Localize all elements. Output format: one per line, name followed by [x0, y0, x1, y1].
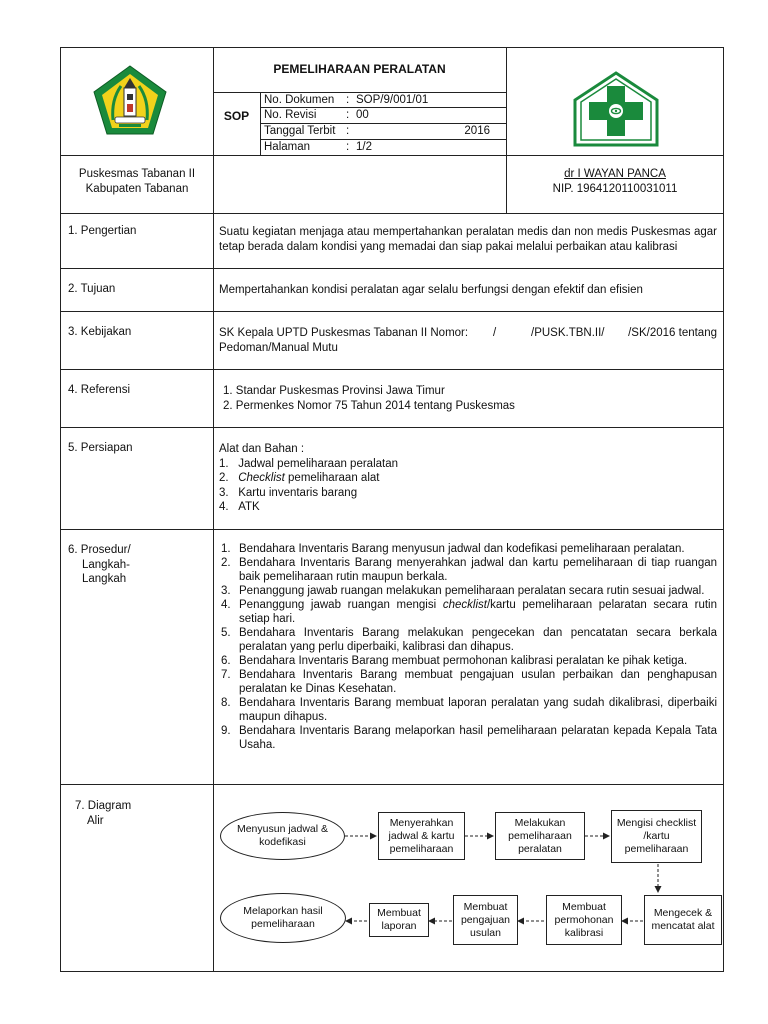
- meta-key: No. Revisi: [264, 109, 317, 121]
- row-divider: [61, 155, 724, 156]
- section-label-diagram: 7. Diagram Alir: [75, 800, 132, 827]
- row-divider: [61, 427, 724, 428]
- meta-row-tanggal-terbit: [260, 124, 506, 139]
- meta-value: SOP/9/001/01: [356, 94, 429, 106]
- flow-node: Membuat pengajuan usulan: [453, 895, 518, 945]
- prosedur-step: 2. Bendahara Inventaris Barang menyerahkan jadwal dan kartu pemeliharaan di tiap ruangan baik pemeliharaan rutin maupun berkala.: [221, 557, 717, 583]
- flow-diagram: [214, 785, 724, 972]
- flow-node: Membuat permohonan kalibrasi: [546, 895, 622, 945]
- signer-nip: NIP. 1964120110031011: [552, 183, 678, 195]
- row-divider: [61, 369, 724, 370]
- persiapan-item: 1. Jadwal pemeliharaan peralatan: [219, 457, 399, 470]
- kebijakan-part: /: [493, 327, 497, 339]
- flow-node: Membuat laporan: [369, 903, 429, 937]
- kebijakan-part: SK Kepala UPTD Puskesmas Tabanan II Nomor:: [219, 327, 469, 339]
- prosedur-step: 1. Bendahara Inventaris Barang menyusun jadwal dan kodefikasi pemeliharaan peralatan.: [221, 543, 685, 555]
- row-divider: [61, 268, 724, 269]
- flow-node: Melakukan pemeliharaan peralatan: [495, 812, 585, 860]
- prosedur-step: 7. Bendahara Inventaris Barang membuat pengajuan usulan perbaikan dan penghapusan peralatan ke Dinas Kesehatan.: [221, 669, 717, 695]
- meta-value: 00: [356, 109, 369, 121]
- persiapan-item: 3. Kartu inventaris barang: [219, 486, 358, 499]
- meta-row-no-revisi: [260, 108, 506, 123]
- section-label-prosedur: 6. Prosedur/ Langkah- Langkah: [68, 544, 131, 585]
- kebijakan-line1: [219, 326, 717, 341]
- referensi-item: 1. Standar Puskesmas Provinsi Jawa Timur: [223, 385, 445, 397]
- prosedur-step: 3. Penanggung jawab ruangan melakukan pemeliharaan peralatan secara rutin sesuai jadwal.: [221, 585, 705, 597]
- kabupaten-emblem-icon: [91, 64, 169, 136]
- tujuan-text: Mempertahankan kondisi peralatan agar selalu berfungsi dengan efektif dan efisien: [219, 284, 643, 296]
- meta-key: No. Dokumen: [264, 94, 335, 106]
- kebijakan-part: /SK/2016 tentang: [628, 327, 717, 339]
- organization-block: [61, 167, 213, 197]
- meta-sep: :: [346, 125, 350, 137]
- flow-node-start: Menyusun jadwal & kodefikasi: [220, 812, 345, 860]
- flow-node-end: Melaporkan hasil pemeliharaan: [220, 893, 346, 943]
- meta-sep: :: [346, 94, 350, 106]
- meta-sep: :: [346, 109, 350, 121]
- persiapan-heading: Alat dan Bahan :: [219, 443, 305, 455]
- sop-label: SOP: [223, 109, 250, 123]
- flow-node: Menyerahkan jadwal & kartu pemeliharaan: [378, 812, 465, 860]
- pengertian-text: Suatu kegiatan menjaga atau mempertahankan peralatan medis dan non medis Puskesmas agar tetap berada dalam kondisi yang memadai dan siap pakai melalui perbaikan atau kalibrasi: [219, 226, 717, 253]
- puskesmas-emblem-icon: [571, 70, 661, 148]
- prosedur-step: 5. Bendahara Inventaris Barang melakukan pengecekan dan pencatatan secara berkala peralatan yang perlu diperbaiki, kalibrasi dan dihapus.: [221, 627, 717, 653]
- kebijakan-line2: Pedoman/Manual Mutu: [219, 342, 338, 354]
- section-label-pengertian: 1. Pengertian: [68, 225, 137, 237]
- meta-row-no-dokumen: [260, 93, 506, 108]
- signer-name: dr I WAYAN PANCA: [564, 168, 666, 180]
- row-divider: [61, 311, 724, 312]
- flow-node: Mengecek & mencatat alat: [644, 895, 722, 945]
- persiapan-item: 4. ATK: [219, 501, 260, 513]
- signer-block: [506, 167, 724, 197]
- row-divider: [61, 529, 724, 530]
- prosedur-step: 8. Bendahara Inventaris Barang membuat laporan peralatan yang sudah dikalibrasi, diperbaiki maupun dihapus.: [221, 697, 717, 723]
- flow-node: Mengisi checklist /kartu pemeliharaan: [611, 810, 702, 863]
- puskesmas-logo: [571, 70, 661, 148]
- prosedur-step: 6. Bendahara Inventaris Barang membuat permohonan kalibrasi peralatan ke pihak ketiga.: [221, 655, 688, 667]
- row-divider: [61, 213, 724, 214]
- document-title: PEMELIHARAAN PERALATAN: [273, 62, 446, 76]
- section-label-tujuan: 2. Tujuan: [68, 283, 116, 295]
- organization-name: Puskesmas Tabanan II: [78, 168, 196, 180]
- meta-sep: :: [346, 141, 350, 153]
- kebijakan-part: /PUSK.TBN.II/: [531, 327, 605, 339]
- sop-document: [60, 47, 724, 972]
- persiapan-item: 2. Checklist pemeliharaan alat: [219, 472, 380, 484]
- meta-row-halaman: [260, 140, 506, 155]
- persiapan-list: [219, 442, 717, 515]
- section-label-persiapan: 5. Persiapan: [68, 442, 133, 454]
- organization-region: Kabupaten Tabanan: [85, 183, 189, 195]
- kabupaten-logo: [91, 64, 169, 136]
- section-label-referensi: 4. Referensi: [68, 384, 131, 396]
- prosedur-step: 9. Bendahara Inventaris Barang melaporkan hasil pemeliharaan pelaratan kepada Kepala Tata Usaha.: [221, 725, 717, 751]
- prosedur-steps: [217, 542, 717, 752]
- meta-value: 1/2: [356, 141, 372, 153]
- meta-key: Tanggal Terbit: [264, 125, 336, 137]
- section-label-kebijakan: 3. Kebijakan: [68, 326, 132, 338]
- referensi-item: 2. Permenkes Nomor 75 Tahun 2014 tentang Puskesmas: [223, 399, 515, 412]
- meta-extra: 2016: [464, 125, 490, 137]
- referensi-list: [223, 384, 717, 413]
- meta-key: Halaman: [264, 141, 311, 153]
- prosedur-step: 4. Penanggung jawab ruangan mengisi checklist/kartu pemeliharaan pelaratan secara rutin setiap hari.: [221, 599, 717, 625]
